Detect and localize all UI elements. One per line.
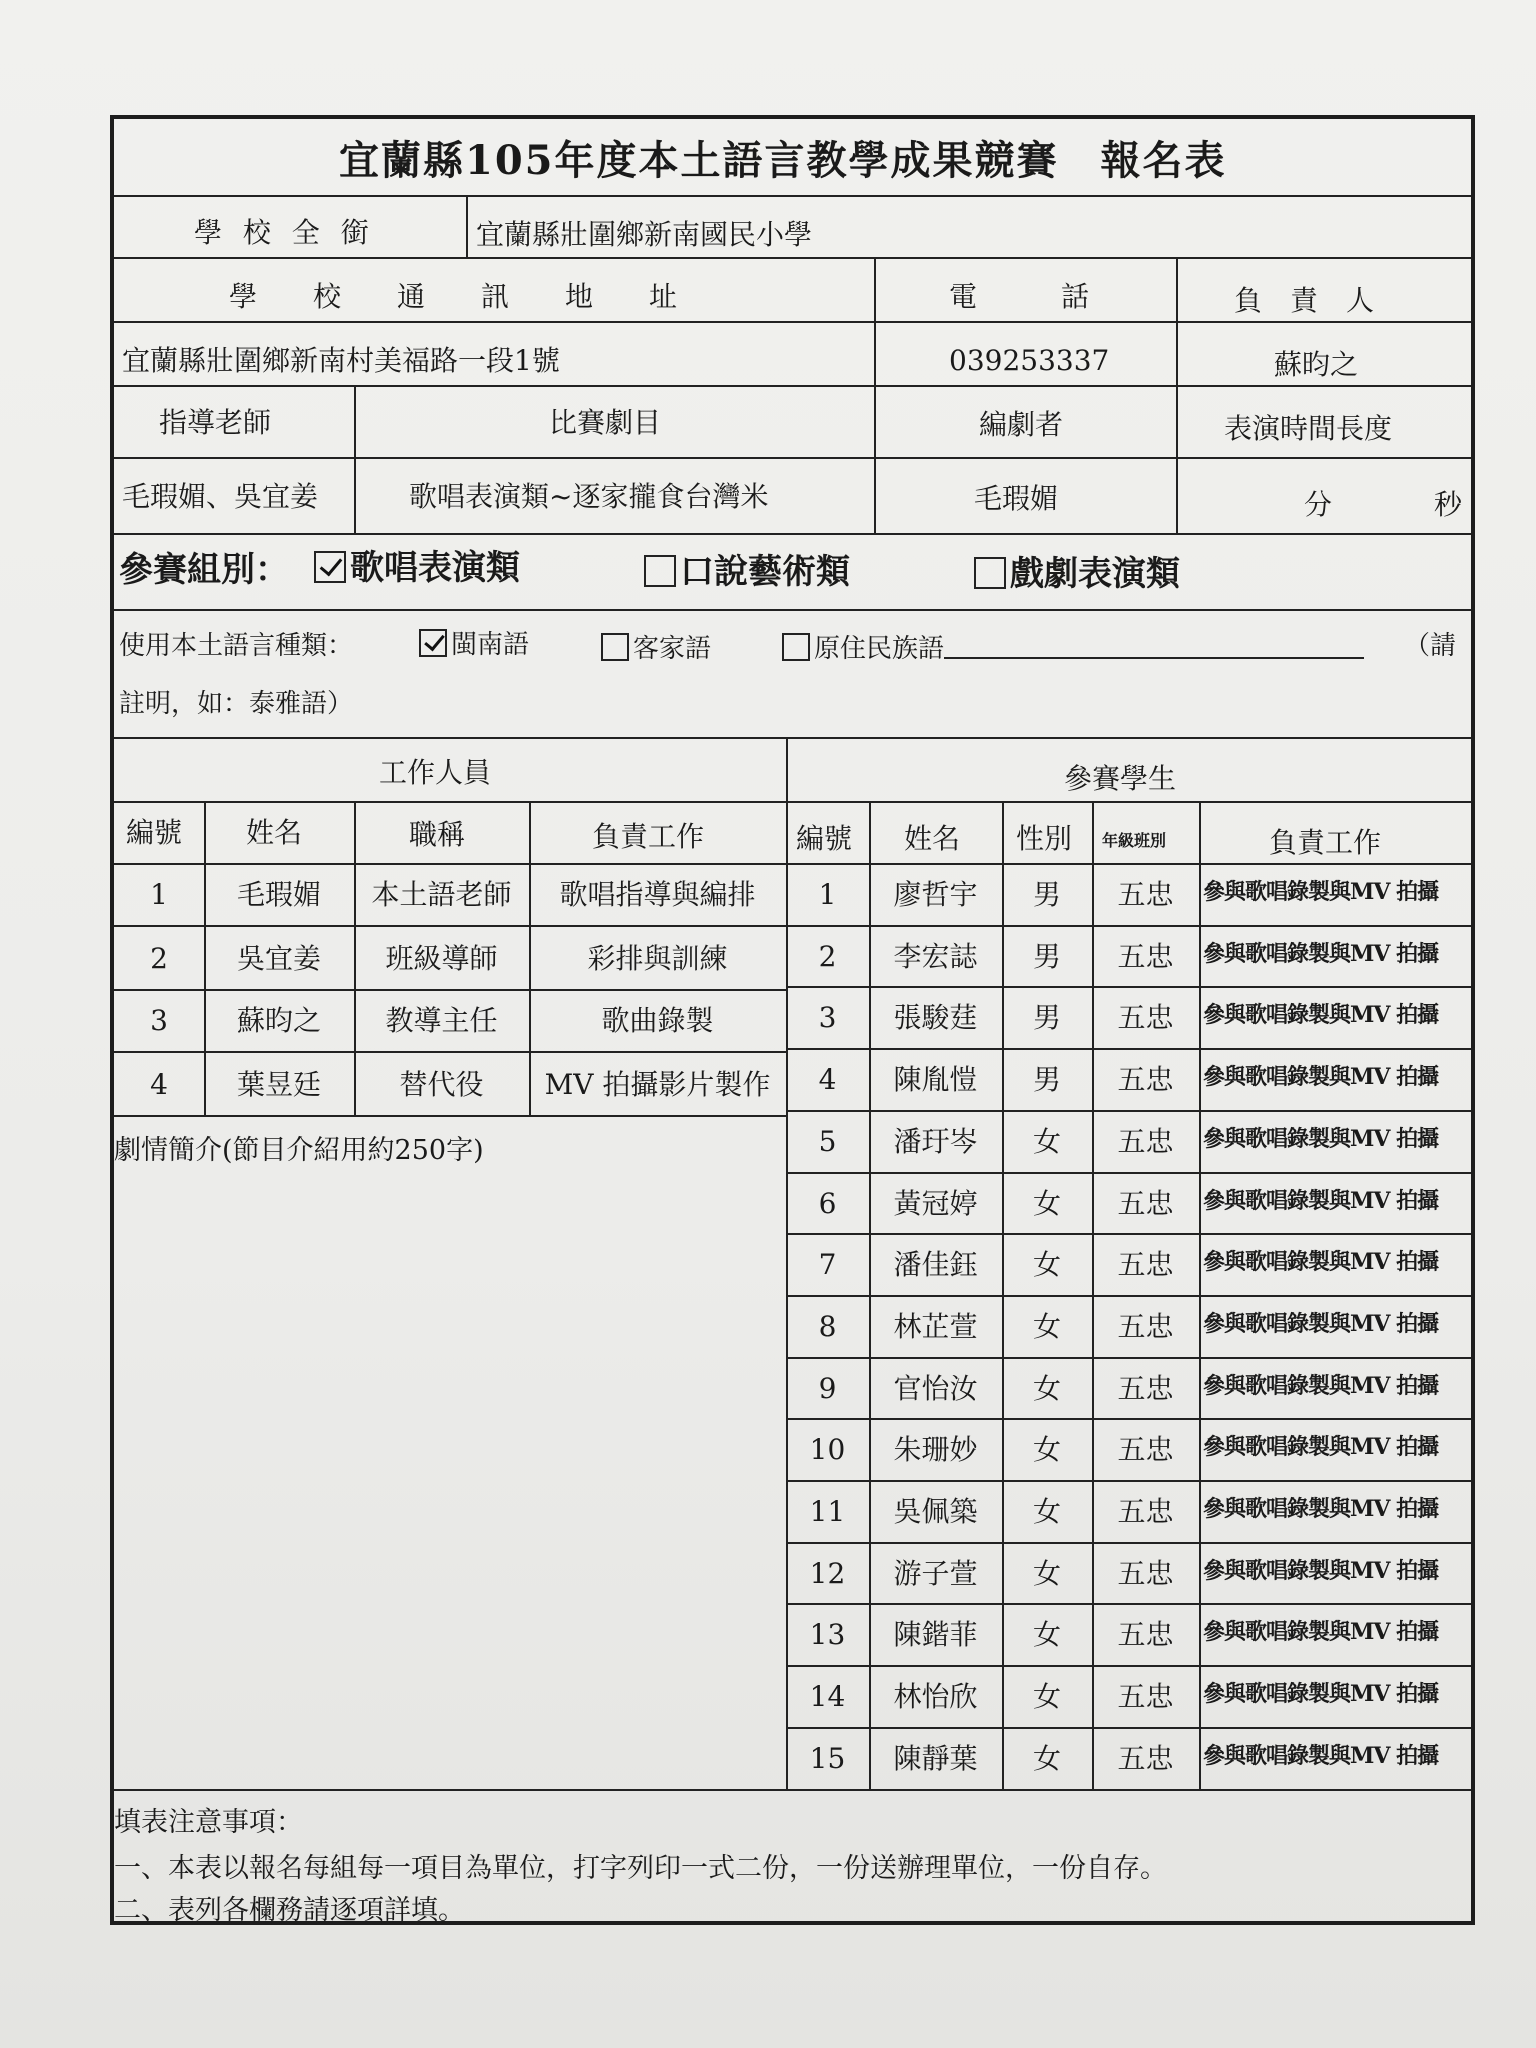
student-cell-gender: 女 bbox=[1032, 1557, 1061, 1590]
student-cell-class: 五忠 bbox=[1117, 1063, 1174, 1096]
student-row-divider bbox=[786, 1603, 1471, 1605]
student-cell-duty: 參與歌唱錄製與MV 拍攝 bbox=[1203, 1743, 1439, 1769]
staff-cell-no: 4 bbox=[150, 1068, 168, 1101]
duration-label: 表演時間長度 bbox=[1224, 412, 1393, 445]
language-note-open: （請 bbox=[1404, 631, 1457, 661]
student-cell-gender: 女 bbox=[1032, 1310, 1061, 1343]
teacher-value: 毛瑕媚、吳宜姜 bbox=[122, 480, 319, 513]
staff-cell-name: 吳宜姜 bbox=[236, 942, 321, 975]
student-cell-no: 15 bbox=[809, 1742, 846, 1775]
student-cell-gender: 男 bbox=[1032, 1063, 1061, 1096]
student-cell-duty: 參與歌唱錄製與MV 拍攝 bbox=[1203, 1619, 1439, 1645]
student-cell-gender: 男 bbox=[1032, 1001, 1061, 1034]
student-cell-name: 李宏誌 bbox=[893, 940, 978, 973]
school-label: 學 校 全 銜 bbox=[194, 216, 375, 249]
category-label: 參賽組別： bbox=[119, 550, 289, 590]
person-label: 負 責 人 bbox=[1234, 284, 1375, 317]
student-cell-duty: 參與歌唱錄製與MV 拍攝 bbox=[1203, 1558, 1439, 1584]
staff-row-divider bbox=[114, 1115, 786, 1117]
phone-value: 039253337 bbox=[949, 344, 1110, 377]
language-option-minnan[interactable]: 閩南語 bbox=[419, 629, 529, 658]
student-cell-no: 7 bbox=[818, 1248, 837, 1281]
students-col-duty: 負責工作 bbox=[1269, 826, 1382, 859]
student-cell-class: 五忠 bbox=[1117, 1557, 1174, 1590]
student-cell-duty: 參與歌唱錄製與MV 拍攝 bbox=[1203, 1496, 1439, 1522]
form-frame bbox=[110, 115, 1475, 1925]
student-cell-name: 林怡欣 bbox=[893, 1680, 978, 1713]
staff-row-divider bbox=[114, 925, 786, 927]
staff-cell-title: 班級導師 bbox=[385, 942, 498, 975]
student-cell-duty: 參與歌唱錄製與MV 拍攝 bbox=[1203, 941, 1439, 967]
student-cell-class: 五忠 bbox=[1117, 1495, 1174, 1528]
student-cell-name: 陳胤愷 bbox=[893, 1063, 978, 1096]
staff-cell-no: 1 bbox=[150, 878, 168, 911]
staff-cell-duty: 歌曲錄製 bbox=[601, 1004, 714, 1037]
student-cell-gender: 女 bbox=[1032, 1433, 1061, 1466]
staff-cell-no: 3 bbox=[150, 1004, 168, 1037]
student-cell-name: 黃冠婷 bbox=[893, 1187, 978, 1220]
staff-col-no: 編號 bbox=[126, 816, 183, 849]
student-cell-name: 朱珊妙 bbox=[893, 1433, 978, 1466]
checkbox-icon[interactable] bbox=[974, 557, 1006, 589]
school-name: 宜蘭縣壯圍鄉新南國民小學 bbox=[476, 218, 813, 251]
staff-row-divider bbox=[114, 1051, 786, 1053]
student-row-divider bbox=[786, 1418, 1471, 1420]
language-option-indigenous[interactable]: 原住民族語 bbox=[782, 633, 1364, 662]
staff-cell-title: 替代役 bbox=[399, 1068, 484, 1101]
student-cell-name: 林芷萱 bbox=[893, 1310, 978, 1343]
student-cell-class: 五忠 bbox=[1117, 1680, 1174, 1713]
student-cell-gender: 女 bbox=[1032, 1125, 1061, 1158]
student-cell-duty: 參與歌唱錄製與MV 拍攝 bbox=[1203, 1064, 1439, 1090]
student-cell-class: 五忠 bbox=[1117, 1125, 1174, 1158]
student-cell-duty: 參與歌唱錄製與MV 拍攝 bbox=[1203, 1681, 1439, 1707]
duration-sec: 秒 bbox=[1434, 488, 1463, 521]
student-cell-class: 五忠 bbox=[1117, 1187, 1174, 1220]
student-cell-gender: 女 bbox=[1032, 1742, 1061, 1775]
checkbox-icon[interactable] bbox=[644, 555, 676, 587]
staff-header: 工作人員 bbox=[379, 756, 492, 789]
checkbox-checked-icon[interactable] bbox=[314, 551, 346, 583]
student-cell-no: 8 bbox=[818, 1310, 837, 1343]
synopsis-label: 劇情簡介(節目介紹用約250字) bbox=[114, 1135, 484, 1166]
language-specify-line[interactable] bbox=[944, 635, 1364, 659]
category-option-singing[interactable]: 歌唱表演類 bbox=[314, 551, 520, 585]
staff-cell-name: 葉昱廷 bbox=[236, 1068, 321, 1101]
student-cell-no: 13 bbox=[809, 1618, 846, 1651]
staff-col-name: 姓名 bbox=[246, 816, 303, 849]
staff-cell-no: 2 bbox=[150, 942, 168, 975]
student-row-divider bbox=[786, 986, 1471, 988]
student-row-divider bbox=[786, 1172, 1471, 1174]
students-col-class: 年級班別 bbox=[1102, 831, 1167, 850]
checkbox-icon[interactable] bbox=[601, 633, 629, 661]
language-label: 使用本土語言種類： bbox=[119, 631, 354, 661]
student-cell-duty: 參與歌唱錄製與MV 拍攝 bbox=[1203, 1126, 1439, 1152]
student-row-divider bbox=[786, 1233, 1471, 1235]
staff-row-divider bbox=[114, 989, 786, 991]
program-value: 歌唱表演類~逐家攏食台灣米 bbox=[409, 480, 769, 513]
student-cell-name: 游子萱 bbox=[893, 1557, 978, 1590]
student-row-divider bbox=[786, 1727, 1471, 1729]
student-cell-name: 潘佳鈺 bbox=[893, 1248, 978, 1281]
student-cell-no: 10 bbox=[809, 1433, 846, 1466]
student-cell-duty: 參與歌唱錄製與MV 拍攝 bbox=[1203, 1249, 1439, 1275]
language-note-rest: 註明，如：泰雅語） bbox=[119, 689, 354, 719]
student-cell-no: 2 bbox=[818, 940, 837, 973]
duration-min: 分 bbox=[1304, 488, 1333, 521]
student-cell-gender: 女 bbox=[1032, 1680, 1061, 1713]
student-cell-class: 五忠 bbox=[1117, 878, 1174, 911]
student-cell-gender: 男 bbox=[1032, 878, 1061, 911]
student-cell-name: 陳靜葉 bbox=[893, 1742, 978, 1775]
students-col-no: 編號 bbox=[796, 822, 853, 855]
student-cell-class: 五忠 bbox=[1117, 940, 1174, 973]
student-cell-class: 五忠 bbox=[1117, 1618, 1174, 1651]
student-cell-class: 五忠 bbox=[1117, 1248, 1174, 1281]
staff-cell-duty: MV 拍攝影片製作 bbox=[544, 1068, 771, 1101]
student-cell-gender: 女 bbox=[1032, 1248, 1061, 1281]
student-cell-no: 14 bbox=[809, 1680, 846, 1713]
student-cell-no: 11 bbox=[809, 1495, 846, 1528]
writer-value: 毛瑕媚 bbox=[974, 482, 1059, 515]
notes-title: 填表注意事項： bbox=[114, 1807, 303, 1838]
student-cell-gender: 女 bbox=[1032, 1495, 1061, 1528]
student-cell-no: 5 bbox=[818, 1125, 837, 1158]
student-cell-duty: 參與歌唱錄製與MV 拍攝 bbox=[1203, 1373, 1439, 1399]
student-cell-no: 3 bbox=[818, 1001, 837, 1034]
student-row-divider bbox=[786, 1480, 1471, 1482]
student-cell-gender: 女 bbox=[1032, 1372, 1061, 1405]
person-value: 蘇昀之 bbox=[1274, 348, 1359, 381]
address-value: 宜蘭縣壯圍鄉新南村美福路一段1號 bbox=[122, 344, 560, 377]
student-cell-name: 廖哲宇 bbox=[893, 878, 978, 911]
writer-label: 編劇者 bbox=[979, 408, 1064, 441]
phone-label: 電 話 bbox=[949, 280, 1090, 313]
student-cell-name: 陳鍇菲 bbox=[893, 1618, 978, 1651]
staff-cell-title: 本土語老師 bbox=[371, 878, 512, 911]
student-cell-name: 張駿莛 bbox=[893, 1001, 978, 1034]
checkbox-icon[interactable] bbox=[782, 633, 810, 661]
form-title: 宜蘭縣105年度本土語言教學成果競賽 報名表 bbox=[339, 137, 1227, 184]
student-cell-no: 6 bbox=[818, 1187, 837, 1220]
student-cell-name: 吳佩築 bbox=[893, 1495, 978, 1528]
category-option-speech[interactable]: 口說藝術類 bbox=[644, 555, 850, 589]
student-cell-class: 五忠 bbox=[1117, 1310, 1174, 1343]
staff-cell-title: 教導主任 bbox=[385, 1004, 498, 1037]
students-col-gender: 性別 bbox=[1016, 822, 1073, 855]
student-cell-gender: 女 bbox=[1032, 1618, 1061, 1651]
student-row-divider bbox=[786, 1665, 1471, 1667]
student-cell-duty: 參與歌唱錄製與MV 拍攝 bbox=[1203, 1188, 1439, 1214]
student-row-divider bbox=[786, 925, 1471, 927]
staff-col-duty: 負責工作 bbox=[592, 820, 705, 853]
address-label: 學 校 通 訊 地 址 bbox=[229, 280, 678, 313]
notes-item-1: 一、本表以報名每組每一項目為單位，打字列印一式二份，一份送辦理單位，一份自存。 bbox=[114, 1853, 1167, 1884]
student-cell-duty: 參與歌唱錄製與MV 拍攝 bbox=[1203, 1434, 1439, 1460]
student-cell-class: 五忠 bbox=[1117, 1742, 1174, 1775]
staff-cell-name: 蘇昀之 bbox=[236, 1004, 321, 1037]
student-cell-class: 五忠 bbox=[1117, 1372, 1174, 1405]
staff-cell-duty: 彩排與訓練 bbox=[587, 942, 728, 975]
students-col-name: 姓名 bbox=[904, 822, 961, 855]
student-cell-no: 4 bbox=[818, 1063, 837, 1096]
student-cell-gender: 男 bbox=[1032, 940, 1061, 973]
student-cell-duty: 參與歌唱錄製與MV 拍攝 bbox=[1203, 1002, 1439, 1028]
student-cell-name: 官怡汝 bbox=[893, 1372, 978, 1405]
student-cell-class: 五忠 bbox=[1117, 1001, 1174, 1034]
student-row-divider bbox=[786, 1295, 1471, 1297]
student-row-divider bbox=[786, 1048, 1471, 1050]
category-option-drama[interactable]: 戲劇表演類 bbox=[974, 557, 1180, 591]
student-cell-no: 12 bbox=[809, 1557, 846, 1590]
staff-cell-duty: 歌唱指導與編排 bbox=[559, 878, 756, 911]
student-row-divider bbox=[786, 1110, 1471, 1112]
staff-col-title: 職稱 bbox=[409, 818, 466, 851]
teacher-label: 指導老師 bbox=[159, 406, 272, 439]
student-cell-name: 潘玗岑 bbox=[893, 1125, 978, 1158]
students-header: 參賽學生 bbox=[1064, 762, 1177, 795]
student-cell-no: 9 bbox=[818, 1372, 837, 1405]
student-cell-no: 1 bbox=[818, 878, 837, 911]
student-cell-class: 五忠 bbox=[1117, 1433, 1174, 1466]
notes-item-2: 二、表列各欄務請逐項詳填。 bbox=[114, 1895, 465, 1926]
language-option-hakka[interactable]: 客家語 bbox=[601, 633, 711, 662]
program-label: 比賽劇目 bbox=[549, 406, 662, 439]
student-cell-duty: 參與歌唱錄製與MV 拍攝 bbox=[1203, 879, 1439, 905]
student-cell-duty: 參與歌唱錄製與MV 拍攝 bbox=[1203, 1311, 1439, 1337]
student-row-divider bbox=[786, 1357, 1471, 1359]
student-cell-gender: 女 bbox=[1032, 1187, 1061, 1220]
checkbox-checked-icon[interactable] bbox=[419, 629, 447, 657]
staff-cell-name: 毛瑕媚 bbox=[236, 878, 321, 911]
student-row-divider bbox=[786, 1542, 1471, 1544]
